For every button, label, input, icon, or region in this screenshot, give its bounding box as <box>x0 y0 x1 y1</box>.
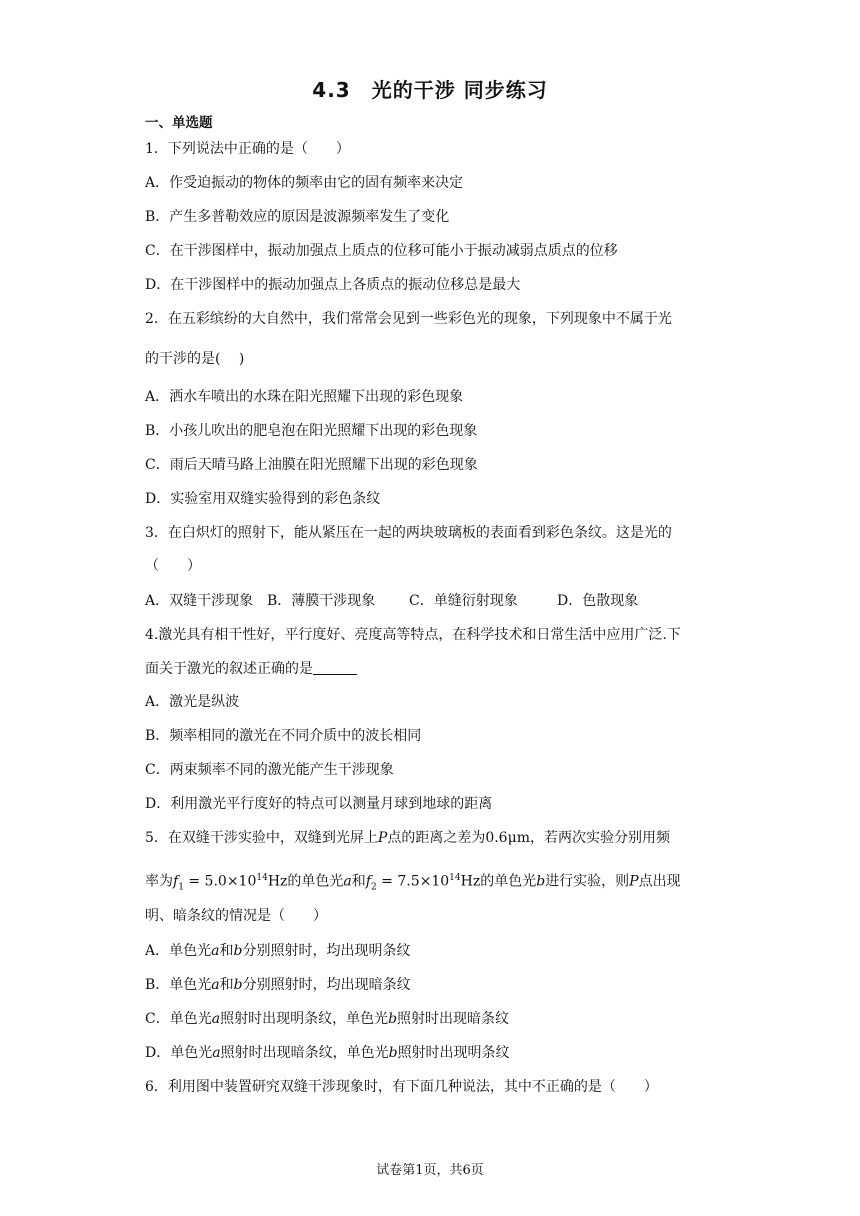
q5-f2-subscript: 2 <box>370 882 377 893</box>
question-5-stem-line2 <box>145 868 681 897</box>
q5-f1-unit: Hz <box>267 873 288 890</box>
question-1-option-d: D．在干涉图样中的振动加强点上各质点的振动位移总是最大 <box>145 277 521 293</box>
page-title: 4.3 光的干涉 同步练习 <box>312 78 548 102</box>
option-symbol: b <box>388 1011 398 1027</box>
question-5-option-d <box>145 1043 510 1063</box>
option-text: 和 <box>219 943 234 959</box>
q5-text: 的单色光 <box>287 873 344 890</box>
q5-light-b: b <box>536 873 546 890</box>
q5-point-p: P <box>629 873 639 890</box>
question-2-stem-line2: 的干涉的是( ) <box>145 351 245 367</box>
option-symbol: b <box>233 943 243 959</box>
question-5-stem-line3: 明、暗条纹的情况是（ ） <box>145 908 327 924</box>
q5-text: 点出现 <box>638 873 681 890</box>
q5-text: ，若两次实验分别用频 <box>529 830 670 846</box>
answer-blank <box>313 660 357 675</box>
q5-f2-exponent: 14 <box>449 873 461 883</box>
question-2-option-c: C．雨后天晴马路上油膜在阳光照耀下出现的彩色现象 <box>145 457 478 473</box>
page-footer: 试卷第1页，共6页 <box>376 1163 484 1178</box>
option-text: 照射时出现明条纹，单色光 <box>220 1011 389 1027</box>
q5-light-a: a <box>343 873 352 890</box>
q5-f1-value: = 5.0×10 <box>183 873 257 890</box>
option-symbol: a <box>211 943 220 959</box>
question-4-option-d: D．利用激光平行度好的特点可以测量月球到地球的距离 <box>145 796 493 812</box>
question-3-option-b: B．薄膜干涉现象 <box>267 593 376 609</box>
option-text: A．单色光 <box>145 943 212 959</box>
question-3-stem-line1: 3．在白炽灯的照射下，能从紧压在一起的两块玻璃板的表面看到彩色条纹。这是光的 <box>145 525 672 541</box>
question-4-option-b: B．频率相同的激光在不同介质中的波长相同 <box>145 728 422 744</box>
option-symbol: b <box>233 977 243 993</box>
q5-distance-value: 0.6μm <box>485 830 530 846</box>
question-6-stem: 6．利用图中装置研究双缝干涉现象时，有下面几种说法，其中不正确的是（ ） <box>145 1079 658 1095</box>
option-text: 照射时出现明条纹 <box>397 1045 510 1061</box>
q5-text: 和 <box>351 873 366 890</box>
q5-text: 的单色光 <box>480 873 537 890</box>
question-4-stem-line2 <box>145 659 357 679</box>
q5-f1-exponent: 14 <box>256 873 268 883</box>
question-2-option-d: D．实验室用双缝实验得到的彩色条纹 <box>145 491 381 507</box>
question-3-option-d: D．色散现象 <box>557 593 639 609</box>
section-heading: 一、单选题 <box>145 115 213 131</box>
q5-f1-subscript: 1 <box>178 882 184 893</box>
question-5-option-a <box>145 941 410 961</box>
option-text: 分别照射时，均出现明条纹 <box>242 943 411 959</box>
question-5-option-c <box>145 1009 509 1029</box>
question-4-option-c: C．两束频率不同的激光能产生干涉现象 <box>145 762 394 778</box>
question-3-option-a: A．双缝干涉现象 <box>145 593 254 609</box>
question-3-stem-line2: （ ） <box>145 558 201 574</box>
option-text: D．单色光 <box>145 1045 213 1061</box>
question-4-stem-text: 面关于激光的叙述正确的是 <box>145 661 313 677</box>
q5-text: 率为 <box>145 873 173 890</box>
option-text: 分别照射时，均出现暗条纹 <box>242 977 411 993</box>
question-2-stem-line1: 2．在五彩缤纷的大自然中，我们常常会见到一些彩色光的现象，下列现象中不属于光 <box>145 311 672 327</box>
q5-f2-value: = 7.5×10 <box>376 873 450 890</box>
q5-text: 点的距离之差为 <box>387 830 486 846</box>
q5-f1-symbol: f <box>173 873 179 890</box>
option-symbol: a <box>212 1045 221 1061</box>
question-2-option-b: B．小孩儿吹出的肥皂泡在阳光照耀下出现的彩色现象 <box>145 423 478 439</box>
question-1-option-c: C．在干涉图样中，振动加强点上质点的位移可能小于振动减弱点质点的位移 <box>145 243 618 259</box>
q5-point-p: P <box>377 830 388 846</box>
question-4-option-a: A．激光是纵波 <box>145 694 240 710</box>
option-text: 和 <box>219 977 234 993</box>
q5-text: 5．在双缝干涉实验中，双缝到光屏上 <box>145 830 378 846</box>
q5-text: 进行实验，则 <box>545 873 630 890</box>
option-symbol: a <box>211 1011 221 1027</box>
option-text: 照射时出现暗条纹 <box>397 1011 510 1027</box>
q5-f2-unit: Hz <box>460 873 481 890</box>
question-1-option-b: B．产生多普勒效应的原因是波源频率发生了变化 <box>145 209 450 225</box>
question-3-options <box>145 591 638 611</box>
question-1-option-a: A．作受迫振动的物体的频率由它的固有频率来决定 <box>145 175 464 191</box>
question-3-option-c: C．单缝衍射现象 <box>409 593 518 609</box>
q5-f2-symbol: f <box>365 873 371 890</box>
option-symbol: b <box>388 1045 398 1061</box>
option-text: 照射时出现暗条纹，单色光 <box>220 1045 389 1061</box>
option-text: C．单色光 <box>145 1011 212 1027</box>
question-1-stem: 1．下列说法中正确的是（ ） <box>145 141 350 157</box>
option-symbol: a <box>211 977 220 993</box>
option-text: B．单色光 <box>145 977 212 993</box>
question-5-option-b <box>145 975 411 995</box>
question-4-stem-line1: 4.激光具有相干性好，平行度好、亮度高等特点，在科学技术和日常生活中应用广泛.下 <box>145 627 681 643</box>
question-5-stem-line1 <box>145 828 670 848</box>
question-2-option-a: A．洒水车喷出的水珠在阳光照耀下出现的彩色现象 <box>145 389 464 405</box>
